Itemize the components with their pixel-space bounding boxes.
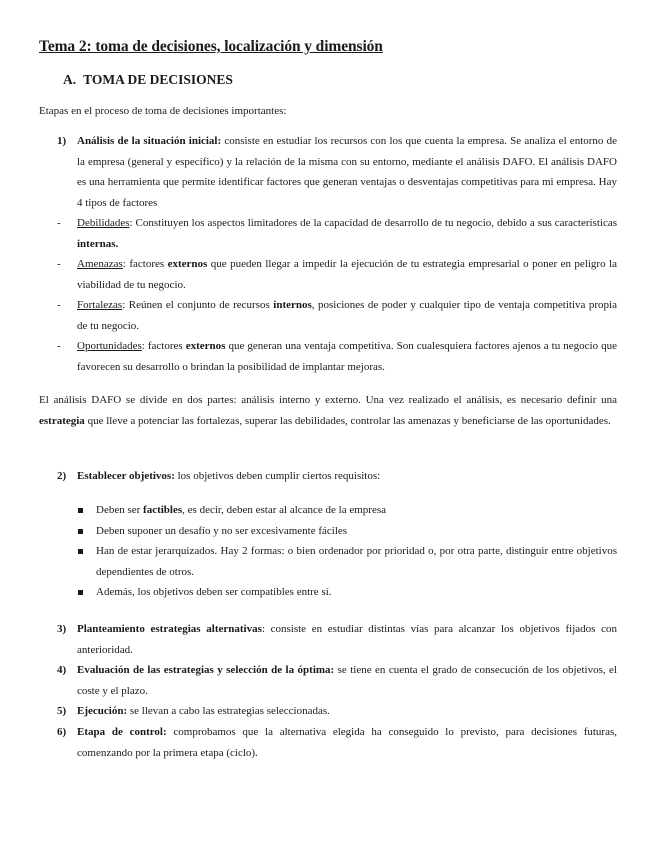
dafo-pre: : factores [122, 258, 168, 270]
req-post: , es decir, deben estar al alcance de la empresa [182, 504, 387, 516]
dafo-item-fortalezas [57, 295, 617, 336]
step-heading: Análisis de la situación inicial: [77, 135, 222, 147]
step-body: se llevan a cabo las estrategias seleccionadas. [127, 705, 330, 717]
dafo-pre: : Constituyen los aspectos limitadores de la capacidad de desarrollo de tu negocio, debido a sus características [129, 217, 617, 229]
step-body: : consiste en estudiar distintas vías para alcanzar los objetivos fijados con anterioridad. [77, 623, 617, 656]
dash-mark: - [57, 217, 61, 229]
dafo-pre: : factores [141, 340, 186, 352]
requirement-text [96, 500, 617, 521]
step-1 [57, 131, 617, 213]
dafo-text [77, 213, 617, 254]
step-6 [57, 722, 618, 763]
req-pre: Deben suponer un desafío y no ser excesivamente fáciles [96, 525, 348, 537]
req-pre: Han de estar jerarquizados. Hay 2 formas: o bien ordenador por prioridad o, por otra parte, distinguir entre objetivos dependientes de otros. [96, 545, 617, 578]
step-2 [57, 466, 617, 487]
section-label: TOMA DE DECISIONES [83, 72, 233, 87]
requirement-text [96, 521, 617, 542]
dafo-term: Debilidades [77, 217, 130, 229]
step-number: 3) [57, 623, 67, 635]
dafo-item-debilidades [57, 213, 617, 254]
dafo-text [77, 254, 617, 295]
requirement-item [96, 521, 617, 542]
requirement-text [96, 582, 617, 603]
dafo-term: Amenazas [77, 258, 123, 270]
requirement-item [96, 500, 617, 521]
step-text [77, 131, 617, 213]
dafo-text [77, 295, 617, 336]
dafo-post: que generan una ventaja competitiva. Son cualesquiera factores ajenos a tu negocio que favorecen su desarrollo o brindan la posibilidad de implantar mejoras. [77, 340, 617, 373]
dafo-bold: internas. [77, 237, 119, 250]
step-5 [57, 701, 617, 722]
dafo-item-amenazas [57, 254, 617, 295]
step-text [77, 701, 617, 722]
dafo-bold: externos [185, 340, 226, 352]
step-body: consiste en estudiar los recursos con los que cuenta la empresa. Se analiza el entorno de la empresa (general y específico) y la relación de la misma con su entorno, mediante el análisis DAFO. El análisis DAFO es una herramienta que permite identificar factores que generan ventajas o desventajas competitivas para mi empresa. Hay 4 tipos de factores [77, 135, 617, 209]
step-number: 2) [57, 470, 67, 482]
dafo-post: , posiciones de poder y cualquier tipo de ventaja competitiva propia de tu negocio. [77, 299, 617, 332]
dash-mark: - [57, 299, 61, 311]
step-number: 1) [57, 135, 67, 147]
dafo-summary-paragraph [39, 390, 617, 431]
section-heading [63, 72, 233, 88]
step-3 [57, 619, 617, 660]
summary-pre: El análisis DAFO se divide en dos partes: análisis interno y externo. Una vez realizado el análisis, es necesario definir una [39, 394, 617, 406]
step-body: se tiene en cuenta el grado de consecución de los objetivos, el coste y el plazo. [77, 664, 617, 697]
step-heading: Etapa de control: [77, 726, 167, 738]
dafo-pre: : Reúnen el conjunto de recursos [122, 299, 274, 311]
dafo-post: que pueden llegar a impedir la ejecución de tu estrategia empresarial o poner en peligro la viabilidad de tu negocio. [77, 258, 617, 291]
requirement-item [96, 582, 617, 603]
bullet-square [78, 508, 83, 513]
dafo-text [77, 336, 617, 377]
step-heading: Ejecución: [77, 705, 128, 717]
bullet-square [78, 549, 83, 554]
dafo-bold: externos [167, 258, 208, 270]
bullet-square [78, 529, 83, 534]
dash-mark: - [57, 258, 61, 270]
step-4 [57, 660, 617, 701]
page-title: Tema 2: toma de decisiones, localización y dimensión [39, 38, 383, 55]
step-text [77, 722, 617, 763]
step-text [77, 619, 617, 660]
summary-bold: estrategia [39, 414, 85, 427]
step-number: 5) [57, 705, 67, 717]
step-heading: Establecer objetivos: [77, 470, 175, 482]
intro-paragraph: Etapas en el proceso de toma de decisiones importantes: [39, 105, 287, 117]
requirement-text [96, 541, 617, 582]
req-pre: Además, los objetivos deben ser compatibles entre sí. [96, 586, 332, 598]
bullet-square [78, 590, 83, 595]
step-number: 4) [57, 664, 67, 676]
req-bold: factibles [143, 504, 183, 516]
dafo-bold: internos [273, 299, 312, 311]
step-body: comprobamos que la alternativa elegida ha conseguido lo previsto, para decisiones futuras, comenzando por la primera etapa (ciclo). [77, 726, 618, 759]
step-heading: Evaluación de las estrategias y selección de la óptima: [77, 664, 335, 676]
dafo-item-oportunidades [57, 336, 617, 377]
step-text [77, 466, 617, 487]
step-heading: Planteamiento estrategias alternativas [77, 623, 262, 635]
summary-post: que lleve a potenciar las fortalezas, superar las debilidades, controlar las amenazas y beneficiarse de las oportunidades. [84, 414, 611, 427]
dafo-term: Oportunidades [77, 340, 142, 352]
section-letter: A. [63, 72, 77, 87]
step-body: los objetivos deben cumplir ciertos requisitos: [174, 470, 381, 482]
requirement-item [96, 541, 617, 582]
dash-mark: - [57, 340, 61, 352]
req-pre: Deben ser [96, 504, 144, 516]
step-number: 6) [57, 726, 67, 738]
dafo-term: Fortalezas [77, 299, 123, 311]
step-text [77, 660, 617, 701]
